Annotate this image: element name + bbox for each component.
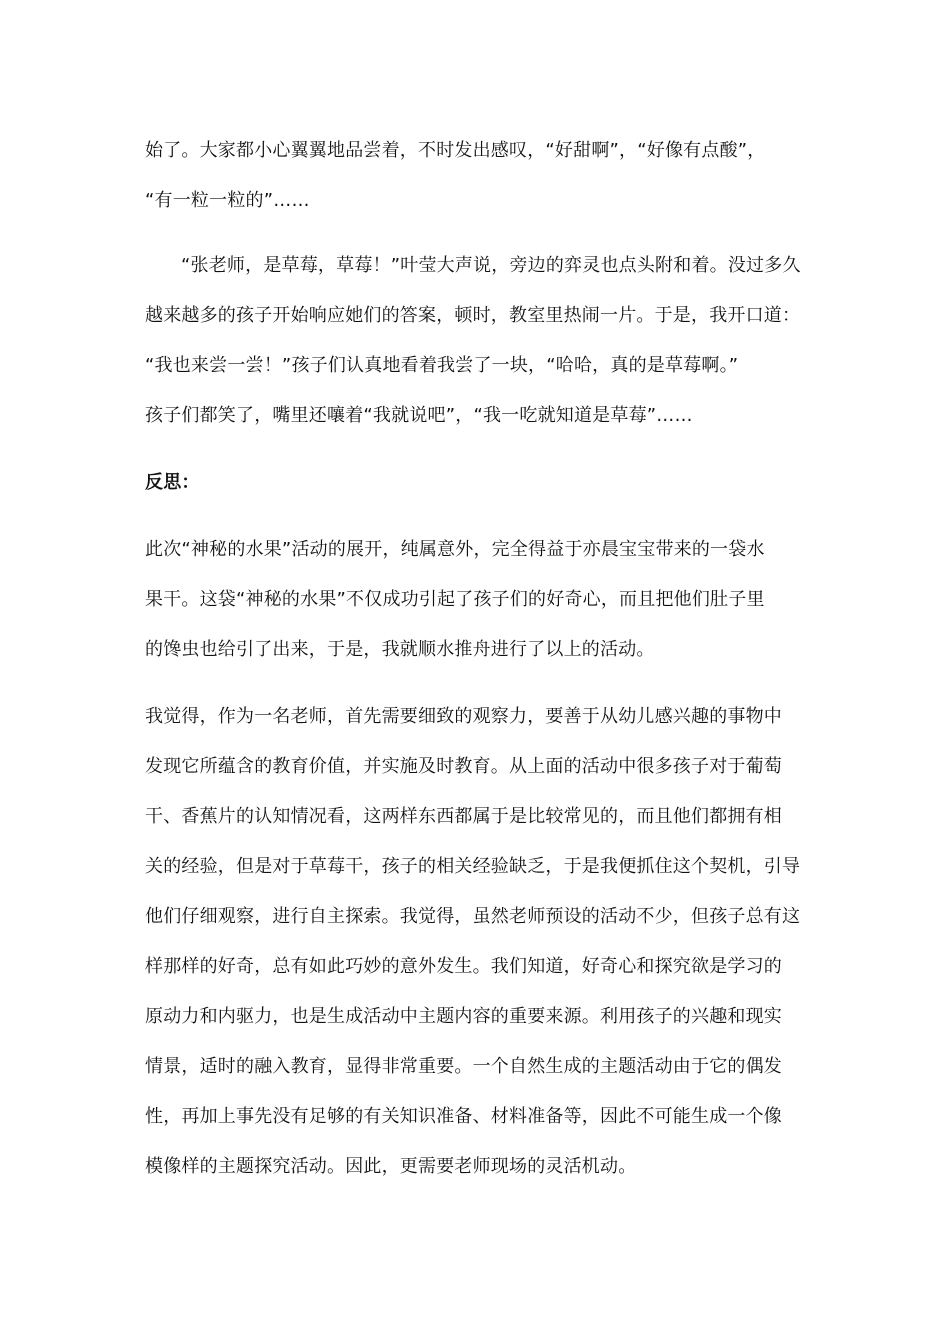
text-line: 关的经验，但是对于草莓干，孩子的相关经验缺乏，于是我便抓住这个契机，引导 (145, 856, 801, 877)
section-heading-reflection: 反思： (145, 472, 200, 493)
paragraph-tasting (145, 126, 810, 226)
text-line: 越来越多的孩子开始响应她们的答案，顿时，教室里热闹一片。于是，我开口道： (145, 305, 801, 326)
text-line: 果干。这袋“神秘的水果”不仅成功引起了孩子们的好奇心，而且把他们肚子里 (145, 589, 765, 610)
text-line: “有一粒一粒的”…… (145, 190, 310, 211)
text-line: 始了。大家都小心翼翼地品尝着，不时发出感叹，“好甜啊”，“好像有点酸”， (145, 140, 766, 161)
text-line: 情景，适时的融入教育，显得非常重要。一个自然生成的主题活动由于它的偶发 (145, 1056, 782, 1077)
text-line: 的馋虫也给引了出来，于是，我就顺水推舟进行了以上的活动。 (145, 639, 655, 660)
text-line: “张老师，是草莓，草莓！”叶莹大声说，旁边的弈灵也点头附和着。没过多久 (181, 255, 801, 276)
text-line: 他们仔细观察，进行自主探索。我觉得，虽然老师预设的活动不少，但孩子总有这 (145, 906, 801, 927)
text-line: 原动力和内驱力，也是生成活动中主题内容的重要来源。利用孩子的兴趣和现实 (145, 1006, 782, 1027)
document-page (145, 126, 810, 1192)
text-line: 我觉得，作为一名老师，首先需要细致的观察力，要善于从幼儿感兴趣的事物中 (145, 706, 782, 727)
text-line: 模像样的主题探究活动。因此，更需要老师现场的灵活机动。 (145, 1156, 637, 1177)
paragraph-strawberry (145, 241, 810, 441)
paragraph-reflection-intro (145, 525, 810, 675)
text-line: 性，再加上事先没有足够的有关知识准备、材料准备等，因此不可能生成一个像 (145, 1106, 782, 1127)
text-line: 干、香蕉片的认知情况看，这两样东西都属于是比较常见的，而且他们都拥有相 (145, 806, 782, 827)
text-line: 样那样的好奇，总有如此巧妙的意外发生。我们知道，好奇心和探究欲是学习的 (145, 956, 782, 977)
text-line: “我也来尝一尝！”孩子们认真地看着我尝了一块，“哈哈，真的是草莓啊。” (145, 355, 739, 376)
paragraph-reflection-body (145, 692, 810, 1192)
text-line: 孩子们都笑了，嘴里还嚷着“我就说吧”，“我一吃就知道是草莓”…… (145, 405, 693, 426)
text-line: 此次“神秘的水果”活动的展开，纯属意外，完全得益于亦晨宝宝带来的一袋水 (145, 539, 765, 560)
text-line: 发现它所蕴含的教育价值，并实施及时教育。从上面的活动中很多孩子对于葡萄 (145, 756, 782, 777)
